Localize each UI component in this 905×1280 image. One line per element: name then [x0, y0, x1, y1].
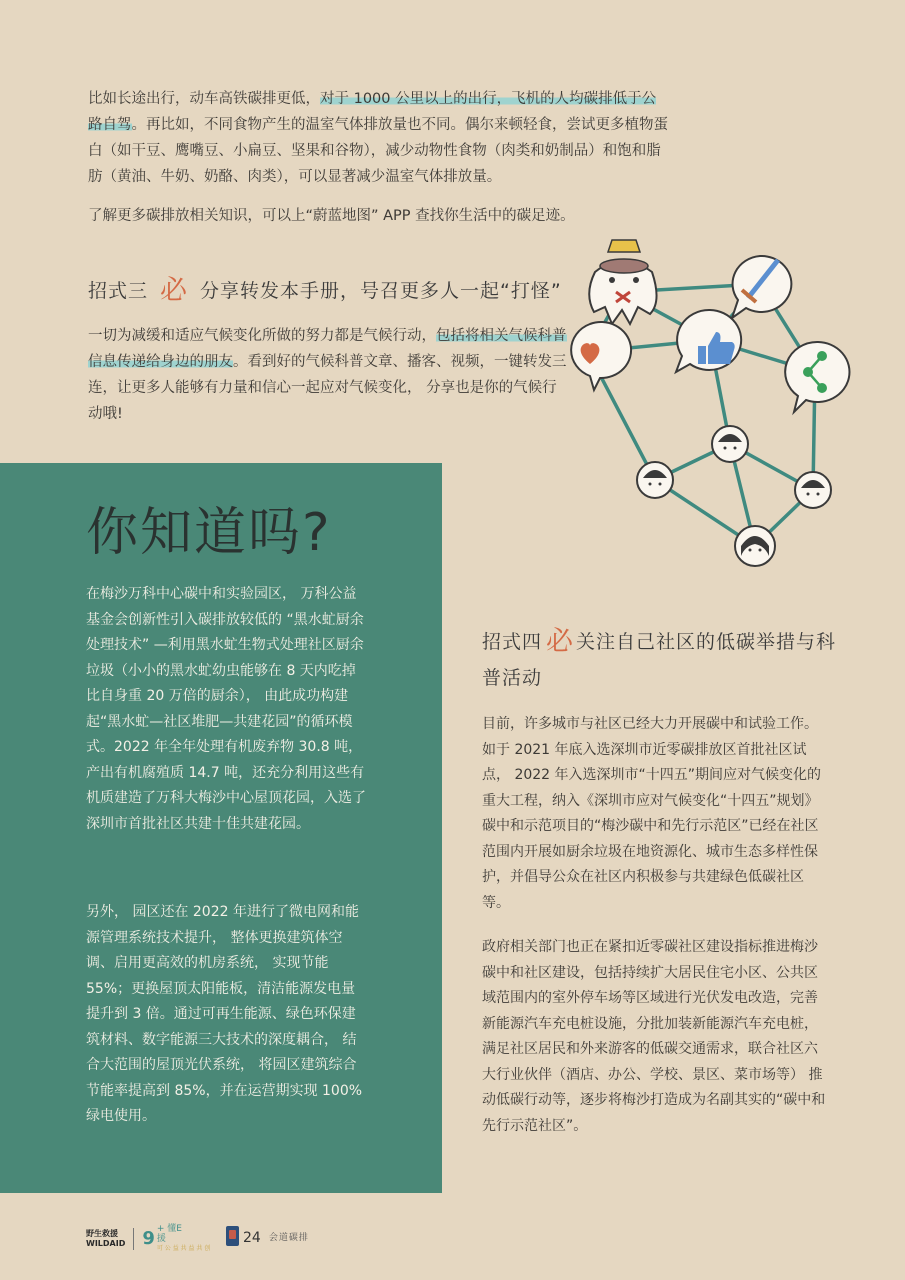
tip3-title: 分享转发本手册，号召更多人一起“打怪” [200, 280, 562, 302]
wildaid-en: WILDAID [86, 1239, 126, 1248]
tip4-label: 招式四 [482, 631, 543, 653]
partner-logo-mid: 援 [156, 1234, 166, 1244]
tip3-bi-mark: 必 [160, 275, 189, 306]
page-number: 24 [243, 1230, 261, 1246]
partner-logo-mark: 9 [142, 1228, 155, 1249]
page-number-box [226, 1226, 309, 1246]
tip3-body [88, 323, 568, 427]
tip3-highlight: 包括将相关气候科普信息传递给身边的朋友 [88, 328, 567, 370]
person-icon [735, 526, 775, 566]
did-you-know-title: 你知道吗? [86, 503, 332, 563]
did-you-know-paragraph-1: 在梅沙万科中心碳中和实验园区， 万科公益基金会创新性引入碳排放较低的 “黑水虻厨余处理技术” —利用黑水虻生物式处理社区厨余垃圾（小小的黑水虻幼虫能够在 8 天内吃掉比自身重 20 万倍的厨余）， 由此成功构建起“黑水虻—社区堆肥—共建花园”的循环模式。2022 年全年处理有机废弃物 30.8 吨，产出有机腐殖质 14.7 吨，还充分利用这些有机质建造了万科大梅沙中心屋顶花园，入选了深圳市首批社区共建十佳共建花园。 [86, 586, 366, 832]
thumbs-up-icon [676, 310, 741, 372]
monster-icon [589, 240, 656, 324]
person-icon [712, 426, 748, 462]
intro-highlight: 对于 1000 公里以上的出行，飞机的人均碳排低于公路自驾 [88, 91, 657, 133]
tip4-paragraph-2: 政府相关部门也正在紧扣近零碳社区建设指标推进梅沙碳中和社区建设，包括持续扩大居民住宅小区、公共区域范围内的室外停车场等区域进行光伏发电改造，完善新能源汽车充电桩设施，分批加装新能源汽车充电桩，满足社区居民和外来游客的低碳交通需求，联合社区六大行业伙伴（酒店、办公、学校、景区、菜市场等） 推动低碳行动等，逐步将梅沙打造成为名副其实的“碳中和先行示范社区”。 [482, 939, 826, 1134]
partner-logo-sub: 可 公 益 共 益 共 创 [156, 1245, 211, 1252]
partner-logo [142, 1224, 210, 1254]
person-icon [637, 462, 673, 498]
book-logo-icon [226, 1226, 239, 1246]
tip3-text-a: 一切为减缓和适应气候变化所做的努力都是气候行动， [88, 328, 436, 344]
share-network-illustration [560, 232, 870, 577]
wildaid-cn: 野生救援 [86, 1229, 118, 1238]
tip4-heading [482, 622, 842, 696]
tip4-bi-mark: 必 [546, 626, 575, 657]
wildaid-logo [86, 1229, 125, 1249]
partner-logo-top: + 懂E [156, 1224, 182, 1234]
footer-divider [133, 1228, 134, 1250]
did-you-know-paragraph-2: 另外， 园区还在 2022 年进行了微电网和能源管理系统技术提升， 整体更换建筑体空调、启用更高效的机房系统， 实现节能 55%；更换屋顶太阳能板，清洁能源发电量提升到 3 倍。通过可再生能源、绿色环保建筑材料、数字能源三大技术的深度耦合， 结合大范围的屋顶光伏系统， 将园区建筑综合节能率提高到 85%，并在运营期实现 100% 绿电使用。 [86, 904, 363, 1124]
tip4-title: 关注自己社区的低碳举措与科普活动 [482, 631, 837, 689]
sword-icon [732, 256, 791, 318]
tip3-text-b: 。看到好的气候科普文章、播客、视频，一键转发三连，让更多人能够有力量和信心一起应对气候变化， 分享也是你的气候行动哦! [88, 354, 567, 422]
person-icon [795, 472, 831, 508]
tip4-paragraph-1: 目前，许多城市与社区已经大力开展碳中和试验工作。如于 2021 年底入选深圳市近零碳排放区首批社区试点， 2022 年入选深圳市“十四五”期间应对气候变化的重大工程，纳入《深圳市应对气候变化“十四五”规划》碳中和示范项目的“梅沙碳中和先行示范区”已经在社区范围内开展如厨余垃圾在地资源化、城市生态多样性保护，并倡导公众在社区内积极参与共建绿色低碳社区等。 [482, 716, 822, 911]
share-icon [785, 342, 849, 412]
footer-logos [86, 1226, 210, 1252]
carbon-map-paragraph: 了解更多碳排放相关知识，可以上“蔚蓝地图” APP 查找你生活中的碳足迹。 [88, 208, 575, 224]
intro-paragraph [88, 86, 668, 190]
intro-text-a: 比如长途出行，动车高铁碳排更低， [88, 91, 320, 107]
tip3-label: 招式三 [88, 280, 149, 302]
tip3-heading [88, 266, 562, 305]
intro-text-b: 。再比如，不同食物产生的温室气体排放量也不同。偶尔来顿轻食，尝试更多植物蛋白（如干豆、鹰嘴豆、小扁豆、坚果和谷物），减少动物性食物（肉类和奶制品）和饱和脂肪（黄油、牛奶、奶酪、肉类），可以显著减少温室气体排放量。 [88, 117, 668, 185]
footer-logo-text: 会道碳排 [268, 1232, 309, 1243]
